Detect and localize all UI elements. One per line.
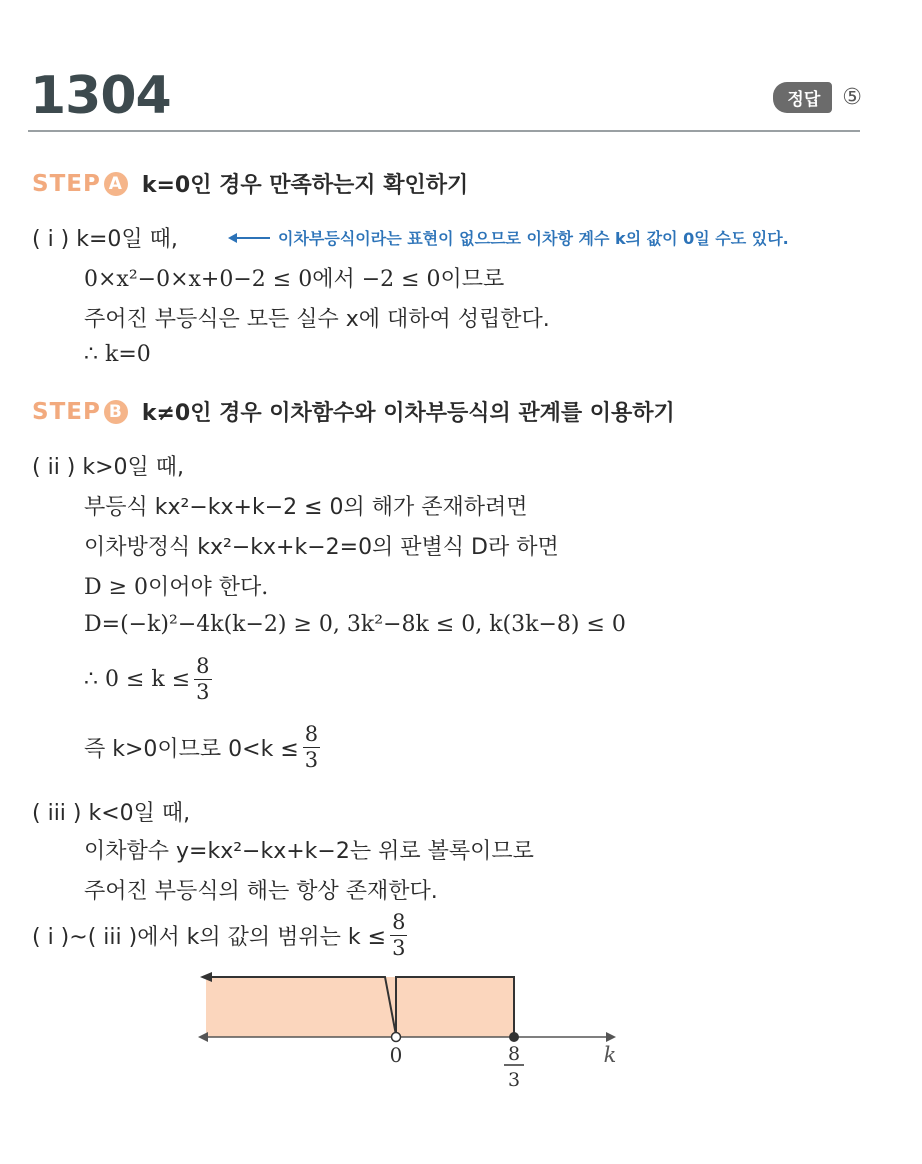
case-i-note-text: 이차부등식이라는 표현이 없으므로 이차항 계수 k의 값이 0일 수도 있다. (278, 229, 789, 248)
conclusion-line (32, 912, 407, 959)
step-b-letter-icon: B (104, 400, 128, 424)
step-b-tag-text: STEP (32, 398, 101, 425)
fraction-8-3 (194, 656, 211, 703)
fraction-8-3 (390, 912, 407, 959)
step-a-tag-text: STEP (32, 170, 101, 197)
fraction-numerator: 8 (196, 654, 210, 678)
case-ii-line6 (84, 724, 320, 771)
answer-badge: 정답 (773, 82, 832, 113)
case-ii-line1: 부등식 kx²−kx+k−2 ≤ 0의 해가 존재하려면 (84, 495, 528, 520)
conclusion-text: ( i )~( iii )에서 k의 값의 범위는 k ≤ (32, 925, 387, 950)
step-a-letter-icon: A (104, 172, 128, 196)
axis-right-arrowhead-icon (606, 1032, 616, 1042)
case-ii-line5 (84, 656, 212, 703)
step-b-heading (32, 396, 675, 427)
case-iii-head: ( iii ) k<0일 때, (32, 801, 191, 826)
case-ii-line2: 이차방정식 kx²−kx+k−2=0의 판별식 D라 하면 (84, 535, 559, 560)
step-b-tag (32, 399, 128, 425)
open-point-zero (392, 1033, 401, 1042)
case-i-line2: 주어진 부등식은 모든 실수 x에 대하여 성립한다. (84, 307, 550, 332)
label-three: 3 (507, 1069, 521, 1091)
step-a-tag (32, 171, 128, 197)
fraction-denominator: 3 (196, 680, 210, 704)
fraction-numerator: 8 (392, 910, 406, 934)
label-eight: 8 (507, 1043, 521, 1065)
step-a-heading (32, 168, 468, 199)
fraction-8-3 (303, 724, 320, 771)
case-ii-line5-text: ∴ 0 ≤ k ≤ (84, 667, 191, 692)
fraction-denominator: 3 (304, 748, 319, 772)
fraction-numerator: 8 (304, 722, 319, 746)
case-iii-line1: 이차함수 y=kx²−kx+k−2는 위로 볼록이므로 (84, 839, 534, 864)
header-divider (28, 130, 860, 132)
case-ii-line6-text: 즉 k>0이므로 0<k ≤ (84, 737, 299, 762)
problem-number: 1304 (30, 66, 171, 126)
fraction-denominator: 3 (392, 936, 406, 960)
answer-box (773, 82, 862, 113)
label-zero: 0 (389, 1043, 403, 1067)
solution-region-fill (206, 977, 514, 1037)
case-i-line3: ∴ k=0 (84, 342, 151, 367)
case-i-line1: 0×x²−0×x+0−2 ≤ 0에서 −2 ≤ 0이므로 (84, 267, 505, 292)
left-arrow-icon (230, 237, 270, 239)
axis-label-k: k (603, 1043, 617, 1067)
case-ii-line3: D ≥ 0이어야 한다. (84, 575, 269, 600)
closed-point-eight-thirds (509, 1032, 519, 1042)
case-ii-line4: D=(−k)²−4k(k−2) ≥ 0, 3k²−8k ≤ 0, k(3k−8) ≤ 0 (84, 612, 626, 637)
case-iii-line2: 주어진 부등식의 해는 항상 존재한다. (84, 879, 438, 904)
step-b-title: k≠0인 경우 이차함수와 이차부등식의 관계를 이용하기 (141, 401, 675, 426)
number-line-diagram (180, 965, 640, 1100)
axis-left-arrowhead-icon (198, 1032, 208, 1042)
case-i-note (230, 226, 789, 249)
case-ii-head: ( ii ) k>0일 때, (32, 455, 185, 480)
step-a-title: k=0인 경우 만족하는지 확인하기 (141, 173, 469, 198)
answer-value: ⑤ (842, 85, 862, 110)
case-i-head: ( i ) k=0일 때, (32, 227, 178, 252)
